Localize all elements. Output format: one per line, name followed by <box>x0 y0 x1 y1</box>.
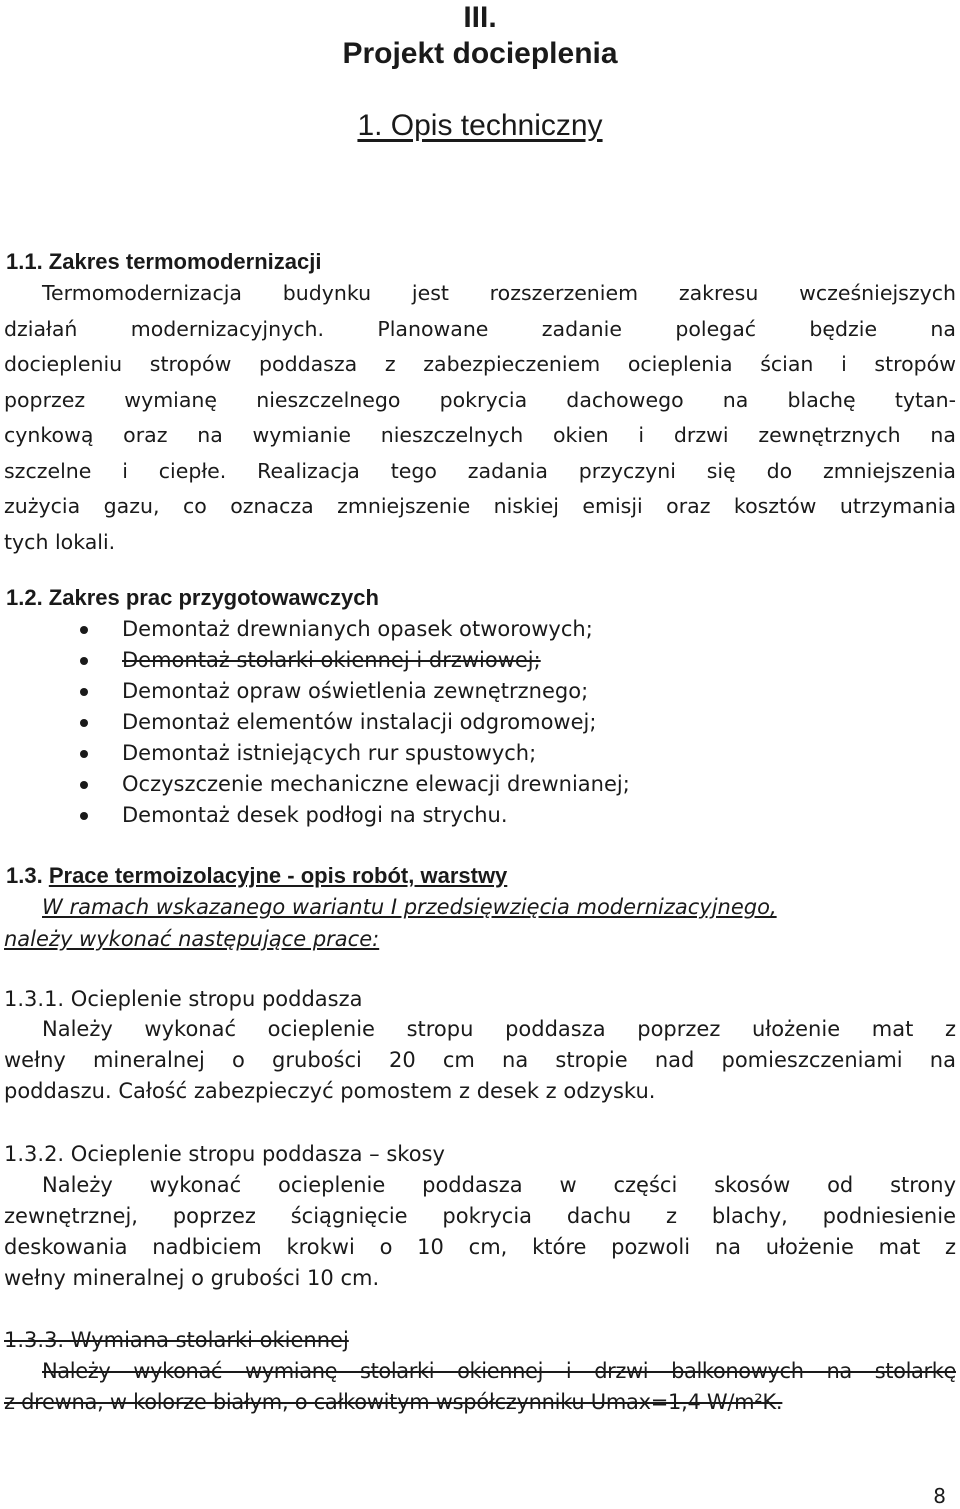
heading-1-3-2: 1.3.2. Ocieplenie stropu poddasza – skosy <box>4 1142 445 1166</box>
intro-paragraph <box>4 891 954 955</box>
heading-text: Prace termoizolacyjne - opis robót, warstwy <box>48 863 508 888</box>
bullet-icon <box>80 626 88 634</box>
list-item: Demontaż istniejących rur spustowych; <box>80 738 940 769</box>
list-item: Oczyszczenie mechaniczne elewacji drewnianej; <box>80 769 940 800</box>
paragraph-line: wełny mineralnej o grubości 10 cm. <box>4 1266 380 1290</box>
heading-number: 1.3. <box>6 863 43 888</box>
heading-1-1: 1.1. Zakres termomodernizacji <box>6 249 322 274</box>
paragraph-line: tych lokali. <box>4 529 116 554</box>
paragraph-1-1 <box>4 276 956 560</box>
bullet-icon <box>80 719 88 727</box>
paragraph-line: z drewna, w kolorze białym, o całkowitym współczynniku Umax=1,4 W/m²K. <box>4 1390 783 1414</box>
paragraph-line: Termomodernizacja budynku jest rozszerzeniem zakresu wcześniejszych <box>42 281 956 305</box>
paragraph-line: Należy wykonać wymianę stolarki okiennej i drzwi balkonowych na stolarkę <box>42 1359 956 1383</box>
bullet-icon <box>80 781 88 789</box>
paragraph-line: szczelne i ciepłe. Realizacja tego zadania przyczyni się do zmniejszenia <box>4 458 956 483</box>
paragraph-line: dociepleniu stropów poddasza z zabezpieczeniem ocieplenia ścian i stropów <box>4 352 956 376</box>
section-subtitle <box>0 108 960 144</box>
intro-line: należy wykonać następujące prace: <box>4 927 380 951</box>
paragraph-1-3-3 <box>4 1356 956 1418</box>
heading-1-2: 1.2. Zakres prac przygotowawczych <box>6 585 379 610</box>
paragraph-line: poddaszu. Całość zabezpieczyć pomostem z desek z odzysku. <box>4 1079 656 1103</box>
paragraph-1-3-2 <box>4 1170 956 1294</box>
bullet-icon <box>80 688 88 696</box>
list-item: Demontaż opraw oświetlenia zewnętrznego; <box>80 676 940 707</box>
paragraph-line: Należy wykonać ocieplenie poddasza w części skosów od strony <box>42 1173 956 1197</box>
paragraph-line: deskowania nadbiciem krokwi o 10 cm, które pozwoli na ułożenie mat z <box>4 1235 956 1259</box>
paragraph-1-3-1 <box>4 1014 956 1107</box>
page-number: 8 <box>933 1484 946 1508</box>
bullet-icon <box>80 657 88 665</box>
paragraph-line: cynkową oraz na wymianie nieszczelnych okien i drzwi zewnętrznych na <box>4 423 956 447</box>
paragraph-line: zużycia gazu, co oznacza zmniejszenie niskiej emisji oraz kosztów utrzymania <box>4 494 956 518</box>
bullet-icon <box>80 812 88 820</box>
heading-1-3-3: 1.3.3. Wymiana stolarki okiennej <box>4 1328 349 1352</box>
paragraph-line: zewnętrznej, poprzez ściągnięcie pokrycia dachu z blachy, podniesienie <box>4 1204 956 1228</box>
list-item: Demontaż desek podłogi na strychu. <box>80 800 940 831</box>
heading-1-3 <box>6 862 507 890</box>
paragraph-line: działań modernizacyjnych. Planowane zadanie polegać będzie na <box>4 316 956 341</box>
paragraph-line: wełny mineralnej o grubości 20 cm na stropie nad pomieszczeniami na <box>4 1048 956 1072</box>
chapter-title: Projekt docieplenia <box>342 37 618 70</box>
bullet-icon <box>80 750 88 758</box>
paragraph-line: poprzez wymianę nieszczelnego pokrycia dachowego na blachę tytan- <box>4 387 956 412</box>
heading-1-3-1: 1.3.1. Ocieplenie stropu poddasza <box>4 987 363 1011</box>
intro-line: W ramach wskazanego wariantu I przedsięwzięcia modernizacyjnego, <box>42 895 777 919</box>
list-item: Demontaż drewnianych opasek otworowych; <box>80 614 940 645</box>
preparation-list <box>80 614 940 831</box>
list-item: Demontaż elementów instalacji odgromowej; <box>80 707 940 738</box>
chapter-number: III. <box>463 1 497 34</box>
subtitle-text: 1. Opis techniczny <box>357 109 603 142</box>
list-item: Demontaż stolarki okiennej i drzwiowej; <box>80 645 940 676</box>
paragraph-line: Należy wykonać ocieplenie stropu poddasza poprzez ułożenie mat z <box>42 1017 956 1041</box>
